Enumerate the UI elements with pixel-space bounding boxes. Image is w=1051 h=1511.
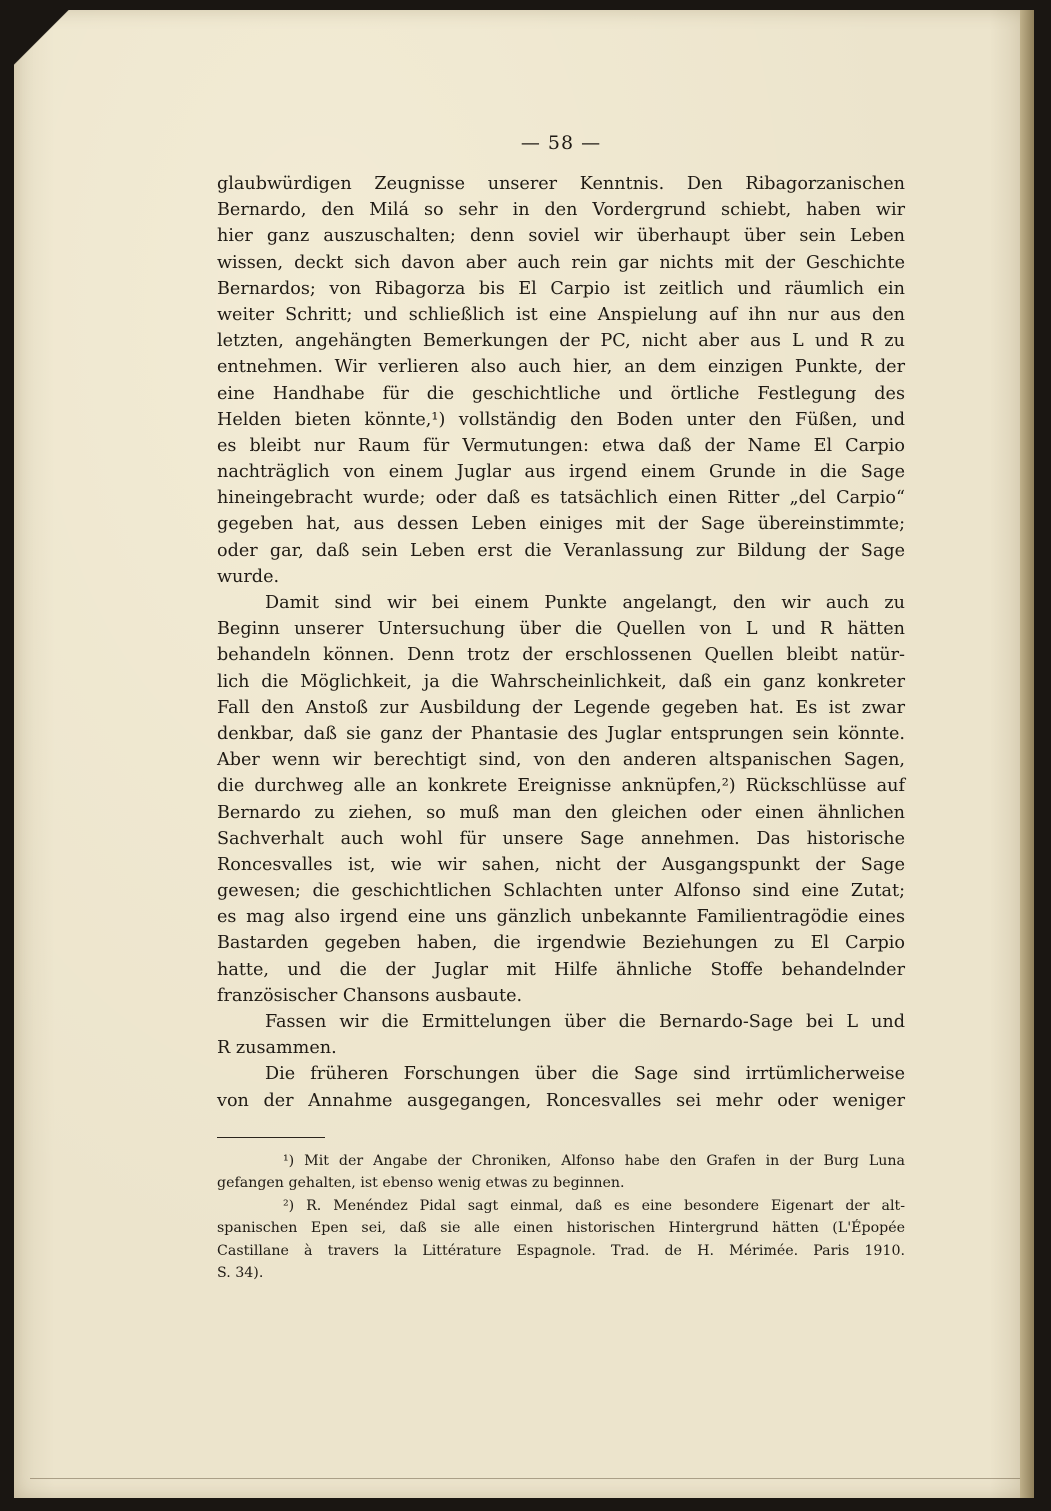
footnote-separator: [217, 1137, 325, 1138]
text-line: Helden bieten könnte,¹) vollständig den Boden unter den Füßen, und: [217, 409, 905, 430]
text-line: hatte, und die der Juglar mit Hilfe ähnliche Stoffe behandelnder: [217, 959, 905, 980]
footnote-line: ²) R. Menéndez Pidal sagt einmal, daß es eine besondere Eigenart der alt-: [283, 1197, 905, 1214]
text-line: Bernardo zu ziehen, so muß man den gleichen oder einen ähnlichen: [217, 802, 905, 823]
binding-edge: [1020, 10, 1034, 1498]
text-line: glaubwürdigen Zeugnisse unserer Kenntnis. Den Ribagorzanischen: [217, 174, 905, 194]
footnotes: [217, 1150, 905, 1284]
footnote-line: ¹) Mit der Angabe der Chroniken, Alfonso habe den Grafen in der Burg Luna: [283, 1153, 905, 1169]
text-line: nachträglich von einem Juglar aus irgend einem Grunde in die Sage: [217, 462, 905, 483]
text-line: behandeln können. Denn trotz der erschlossenen Quellen bleibt natür-: [217, 645, 905, 666]
text-line: es bleibt nur Raum für Vermutungen: etwa daß der Name El Carpio: [217, 435, 905, 456]
text-line: Roncesvalles ist, wie wir sahen, nicht der Ausgangspunkt der Sage: [217, 854, 905, 875]
text-line: eine Handhabe für die geschichtliche und örtliche Festlegung des: [217, 383, 905, 404]
text-line: von der Annahme ausgegangen, Roncesvalles sei mehr oder weniger: [217, 1090, 905, 1111]
footnote-line: gefangen gehalten, ist ebenso wenig etwas zu beginnen.: [217, 1175, 625, 1192]
text-line: Bastarden gegeben haben, die irgendwie Beziehungen zu El Carpio: [217, 933, 905, 954]
text-line: hineingebracht wurde; oder daß es tatsächlich einen Ritter „del Carpio“: [217, 488, 905, 509]
text-line: Bernardos; von Ribagorza bis El Carpio ist zeitlich und räumlich ein: [217, 278, 905, 299]
text-line: gegeben hat, aus dessen Leben einiges mit der Sage übereinstimmte;: [217, 514, 905, 535]
text-line: gewesen; die geschichtlichen Schlachten unter Alfonso sind eine Zutat;: [217, 881, 905, 902]
text-line: es mag also irgend eine uns gänzlich unbekannte Familientragödie eines: [217, 907, 905, 928]
text-line: die durchweg alle an konkrete Ereignisse anknüpfen,²) Rückschlüsse auf: [217, 776, 905, 797]
text-line: Fall den Anstoß zur Ausbildung der Legende gegeben hat. Es ist zwar: [217, 697, 905, 718]
text-line: Sachverhalt auch wohl für unsere Sage annehmen. Das historische: [217, 828, 905, 849]
text-line: weiter Schritt; und schließlich ist eine Anspielung auf ihn nur aus den: [217, 304, 905, 325]
text-line: R zusammen.: [217, 1038, 337, 1059]
text-line: Beginn unserer Untersuchung über die Quellen von L und R hätten: [217, 619, 905, 640]
page-bottom-edge: [30, 1478, 1020, 1485]
text-line: hier ganz auszuschalten; denn soviel wir überhaupt über sein Leben: [217, 226, 905, 247]
page-number: — 58 —: [520, 132, 602, 154]
text-line: letzten, angehängten Bemerkungen der PC, nicht aber aus L und R zu: [217, 331, 905, 352]
paragraph-start-line: Die früheren Forschungen über die Sage sind irrtümlicherweise: [265, 1064, 905, 1085]
text-line: oder gar, daß sein Leben erst die Veranlassung zur Bildung der Sage: [217, 540, 905, 561]
text-line: Bernardo, den Milá so sehr in den Vordergrund schiebt, haben wir: [217, 200, 905, 221]
paragraph-start-line: Damit sind wir bei einem Punkte angelangt, den wir auch zu: [265, 593, 905, 613]
footnote-line: spanischen Epen sei, daß sie alle einen historischen Hintergrund hätten (L'Épopée: [217, 1220, 905, 1237]
torn-corner: [14, 10, 74, 70]
footnote-line: S. 34).: [217, 1264, 264, 1281]
text-line: lich die Möglichkeit, ja die Wahrscheinlichkeit, daß ein ganz konkreter: [217, 671, 905, 692]
footnote-line: Castillane à travers la Littérature Espagnole. Trad. de H. Mérimée. Paris 1910.: [217, 1242, 905, 1259]
text-line: wissen, deckt sich davon aber auch rein gar nichts mit der Geschichte: [217, 252, 905, 273]
text-line: denkbar, daß sie ganz der Phantasie des Juglar entsprungen sein könnte.: [217, 723, 905, 744]
text-line: Aber wenn wir berechtigt sind, von den anderen altspanischen Sagen,: [217, 750, 905, 771]
text-line: entnehmen. Wir verlieren also auch hier, an dem einzigen Punkte, der: [217, 357, 905, 378]
body-text: [217, 171, 905, 1114]
text-line: französischer Chansons ausbaute.: [217, 985, 523, 1006]
paragraph-start-line: Fassen wir die Ermittelungen über die Bernardo-Sage bei L und: [265, 1012, 905, 1032]
text-line: wurde.: [217, 566, 280, 587]
